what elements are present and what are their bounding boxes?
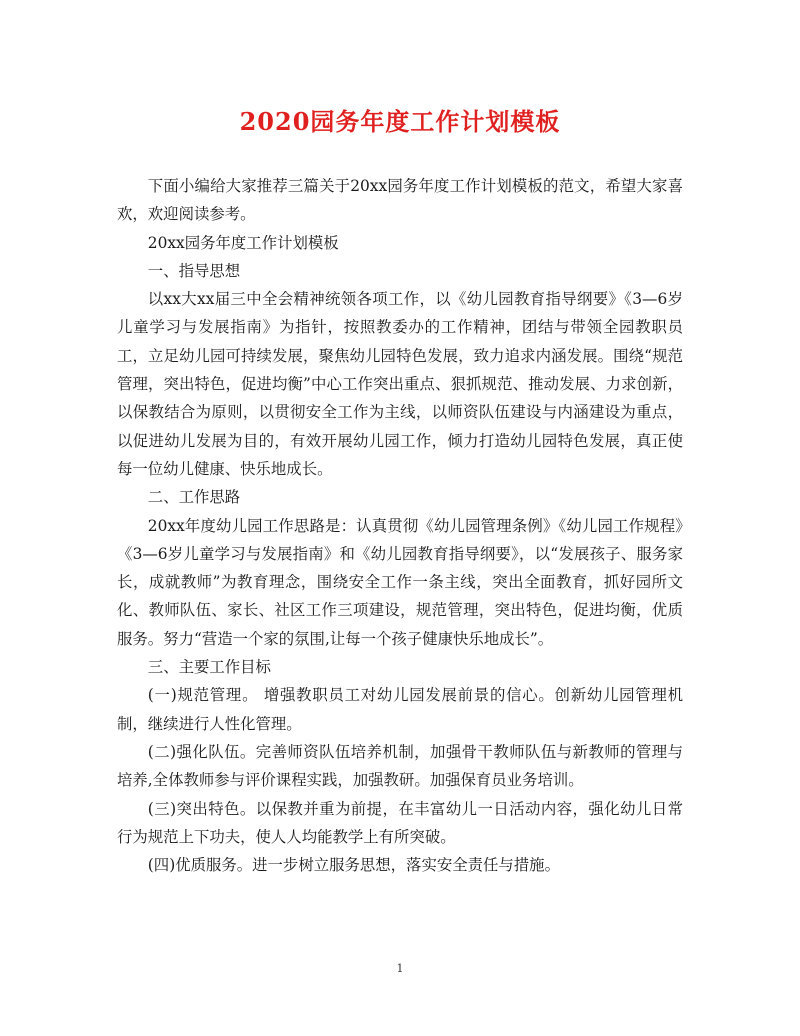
goal-item-4: (四)优质服务。进一步树立服务思想，落实安全责任与措施。: [147, 856, 560, 875]
document-body: [117, 172, 683, 879]
goal-item-2: (二)强化队伍。完善师资队伍培养机制，加强骨干教师队伍与新教师的管理与培养,全体教师参与评价课程实践，加强教研。加强保育员业务培训。: [117, 742, 683, 790]
section-heading-work-approach: 二、工作思路: [147, 488, 241, 507]
subtitle-paragraph: 20xx园务年度工作计划模板: [147, 233, 339, 252]
page-number: 1: [396, 962, 404, 975]
intro-paragraph: 下面小编给大家推荐三篇关于20xx园务年度工作计划模板的范文，希望大家喜欢，欢迎阅读参考。: [117, 177, 683, 224]
guiding-ideology-paragraph: 以xx大xx届三中全会精神统领各项工作，以《幼儿园教育指导纲要》《3—6岁儿童学习与发展指南》为指针，按照教委办的工作精神，团结与带领全园教职员工，立足幼儿园可持续发展，聚焦幼儿园特色发展，致力追求内涵发展。围绕“规范管理，突出特色，促进均衡”中心工作突出重点、狠抓规范、推动发展、力求创新，以保教结合为原则，以贯彻安全工作为主线，以师资队伍建设与内涵建设为重点，以促进幼儿发展为目的，有效开展幼儿园工作，倾力打造幼儿园特色发展，真正使每一位幼儿健康、快乐地成长。: [117, 290, 683, 478]
document-title: 2020园务年度工作计划模板: [239, 107, 561, 136]
work-approach-paragraph: 20xx年度幼儿园工作思路是：认真贯彻《幼儿园管理条例》《幼儿园工作规程》《3—6岁儿童学习与发展指南》和《幼儿园教育指导纲要》，以“发展孩子、服务家长，成就教师”为教育理念，围绕安全工作一条主线，突出全面教育，抓好园所文化、教师队伍、家长、社区工作三项建设，规范管理，突出特色，促进均衡，优质服务。努力“营造一个家的氛围,让每一个孩子健康快乐地成长”。: [117, 516, 683, 648]
goal-item-1: (一)规范管理。 增强教职员工对幼儿园发展前景的信心。创新幼儿园管理机制，继续进行人性化管理。: [117, 686, 683, 733]
section-heading-main-goals: 三、主要工作目标: [147, 658, 271, 677]
goal-item-3: (三)突出特色。以保教并重为前提，在丰富幼儿一日活动内容，强化幼儿日常行为规范上下功夫，使人人均能教学上有所突破。: [117, 799, 683, 846]
section-heading-guiding-ideology: 一、指导思想: [147, 261, 241, 280]
